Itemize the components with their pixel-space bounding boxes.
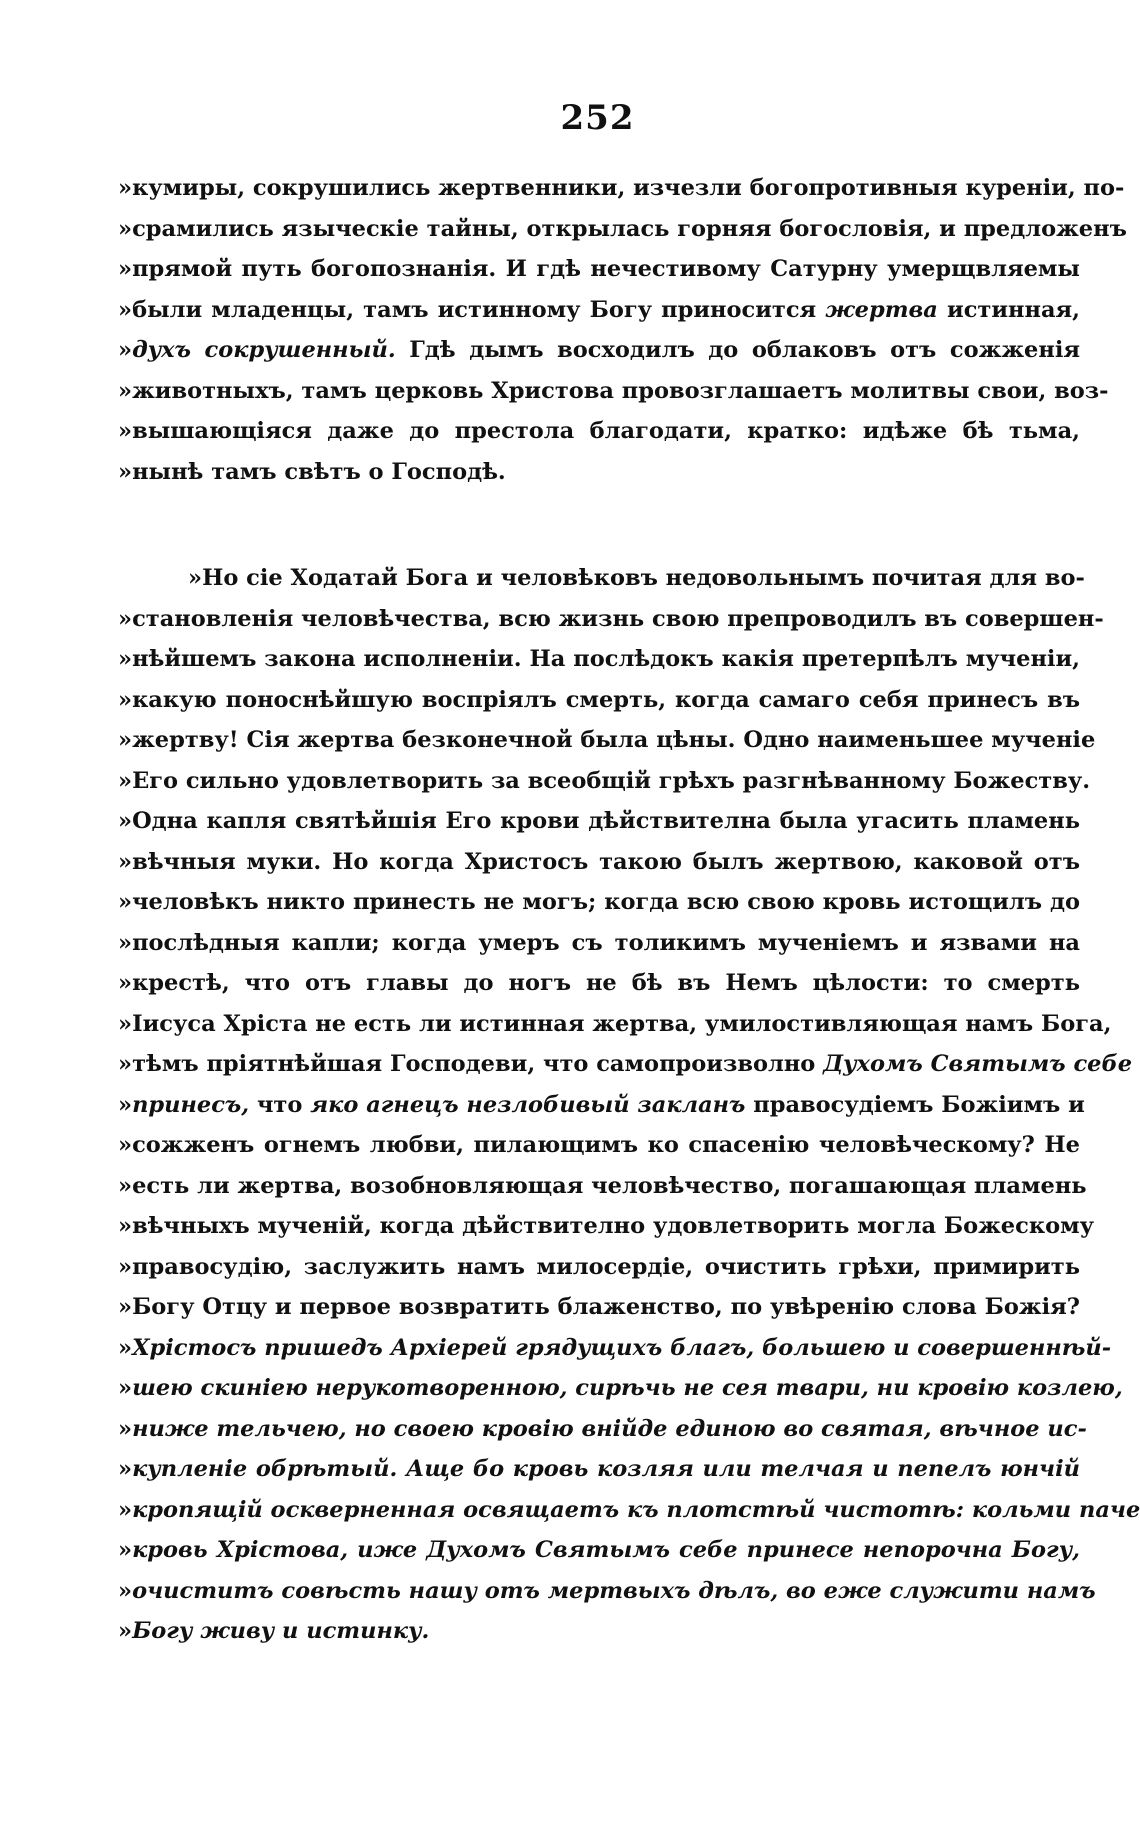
text-line [118,1247,1080,1288]
italic-segment: жертва [825,296,938,323]
text-line [118,1409,1087,1450]
italic-segment: очиститъ совѣсть нашу отъ мертвыхъ дѣлъ, во еже служити намъ [132,1577,1096,1604]
text-segment: »есть ли жертва, возобновляющая человѣчество, погашающая пламень [118,1172,1087,1199]
text-line [118,1206,1095,1247]
text-segment: » [118,1375,133,1401]
text-segment: »Одна капля святѣйшiя Его крови дѣйствителна была угасить пламень [118,808,1080,834]
text-line [118,761,1091,802]
text-line [118,1044,1133,1085]
text-segment: » [118,1577,133,1604]
text-segment: »становленiя человѣчества, всю жизнь свою препроводилъ въ совершен- [118,605,1104,632]
paragraph-1 [118,168,1127,492]
text-line [118,1166,1087,1207]
text-segment: »Iисуса Хрiста не есть ли истинная жертва, умилостивляющая намъ Бога, [118,1010,1112,1037]
text-segment: » [118,1091,133,1118]
italic-segment: яко агнецъ незлобивый закланъ [310,1091,746,1118]
text-line [118,1085,1085,1126]
text-line [118,209,1127,250]
text-segment: »человѣкъ никто принесть не могъ; когда всю свою кровь истощилъ до [118,889,1080,915]
text-line [118,842,1080,883]
text-segment: »прямой путь богопознанiя. И гдѣ нечестивому Сатурну умерщвляемы [118,256,1080,282]
text-line [118,599,1104,640]
text-segment: »были младенцы, тамъ истинному Богу приносится [118,296,826,323]
text-segment: »Но сiе Ходатай Бога и человѣковъ недовольнымъ почитая для во- [188,565,1085,591]
text-segment: »вышающiяся даже до престола благодати, кратко: идѣже бѣ тьма, [118,418,1080,444]
text-line [118,452,1080,493]
italic-segment: шею скинiею нерукотворенною, сирѣчь не сея твари, ни кровiю козлею, [132,1375,1123,1401]
text-segment: »вѣчныя муки. Но когда Христосъ такою былъ жертвою, каковой отъ [118,848,1080,875]
text-segment: » [118,1415,133,1442]
text-segment: »крестѣ, что отъ главы до ногъ не бѣ въ Немъ цѣлости: то смерть [118,970,1080,996]
text-line [118,1571,1096,1612]
italic-segment: духъ сокрушенный. [132,337,396,363]
text-segment: » [118,1456,133,1482]
italic-segment: принесъ, [132,1091,250,1118]
text-line [118,1530,1080,1571]
text-line [118,371,1109,412]
text-segment: правосудiемъ Божiимъ и [745,1091,1085,1118]
text-segment: »срамились языческiе тайны, открылась горняя богословiя, и предложенъ [118,215,1127,242]
text-line [118,411,1080,452]
text-segment: » [118,1496,133,1523]
paragraph-2 [118,558,1140,1652]
text-segment: что [249,1091,311,1118]
text-segment: »тѣмъ прiятнѣйшая Господеви, что самопроизволно [118,1051,824,1077]
text-segment: »сожженъ огнемъ любви, пилающимъ ко спасенiю человѣческому? Не [118,1132,1080,1158]
italic-segment: Духомъ Святымъ себе [823,1051,1133,1077]
text-segment: »животныхъ, тамъ церковь Христова провозглашаетъ молитвы свои, воз- [118,377,1109,404]
text-line [118,168,1125,209]
text-line [118,680,1080,721]
text-line [118,330,1080,371]
text-segment: » [118,1334,133,1361]
text-segment: » [118,1537,133,1563]
text-segment: » [118,1618,133,1644]
text-line [118,1287,1080,1328]
italic-segment: купленiе обрѣтый. Аще бо кровь козляя или телчая и пепелъ юнчiй [132,1456,1080,1482]
text-line [118,1004,1112,1045]
italic-segment: Богу живу и истинку. [132,1618,430,1644]
page-number: 252 [560,98,635,138]
italic-segment: ниже тельчею, но своею кровiю внiйде единою во святая, вѣчное ис- [132,1415,1087,1442]
text-line [118,639,1080,680]
text-line [118,558,1085,599]
text-line [118,720,1096,761]
text-segment: »нынѣ тамъ свѣтъ о Господѣ. [118,458,506,485]
text-segment: Гдѣ дымъ восходилъ до облаковъ отъ сожженiя [395,337,1080,363]
text-segment: »кумиры, сокрушились жертвенники, изчезли богопротивныя куренiи, по- [118,175,1125,201]
text-line [118,290,1080,331]
text-line [118,1490,1140,1531]
italic-segment: кровь Хрiстова, иже Духомъ Святымъ себе принесе непорочна Богу, [132,1537,1080,1563]
text-segment: »нѣйшемъ закона исполненiи. На послѣдокъ какiя претерпѣлъ мученiи, [118,646,1080,672]
text-line [118,923,1080,964]
text-line [118,1125,1080,1166]
text-segment: истинная, [937,296,1080,323]
text-line [118,1449,1080,1490]
text-segment: » [118,337,133,363]
text-line [118,1611,1080,1652]
text-line [118,249,1080,290]
text-segment: »Его сильно удовлетворить за всеобщiй грѣхъ разгнѣванному Божеству. [118,767,1091,794]
text-line [118,1368,1123,1409]
italic-segment: Хрiстосъ пришедъ Архiерей грядущихъ благъ, большею и совершеннѣй- [132,1334,1112,1361]
text-segment: »правосудiю, заслужить намъ милосердiе, очистить грѣхи, примирить [118,1253,1080,1280]
text-segment: »послѣдныя капли; когда умеръ съ толикимъ мученiемъ и язвами на [118,929,1080,956]
text-line [118,801,1080,842]
text-segment: »какую поноснѣйшую воспрiялъ смерть, когда самаго себя принесъ въ [118,686,1080,713]
text-line [118,882,1080,923]
text-segment: »жертву! Сiя жертва безконечной была цѣны. Одно наименьшее мученiе [118,727,1096,753]
text-segment: »Богу Отцу и первое возвратить блаженство, по увѣренiю слова Божiя? [118,1294,1080,1320]
italic-segment: кропящiй оскверненная освящаетъ къ плотстѣй чистотѣ: кольми паче [132,1496,1140,1523]
text-line [118,1328,1112,1369]
text-segment: »вѣчныхъ мученiй, когда дѣйствително удовлетворить могла Божескому [118,1213,1095,1239]
text-line [118,963,1080,1004]
